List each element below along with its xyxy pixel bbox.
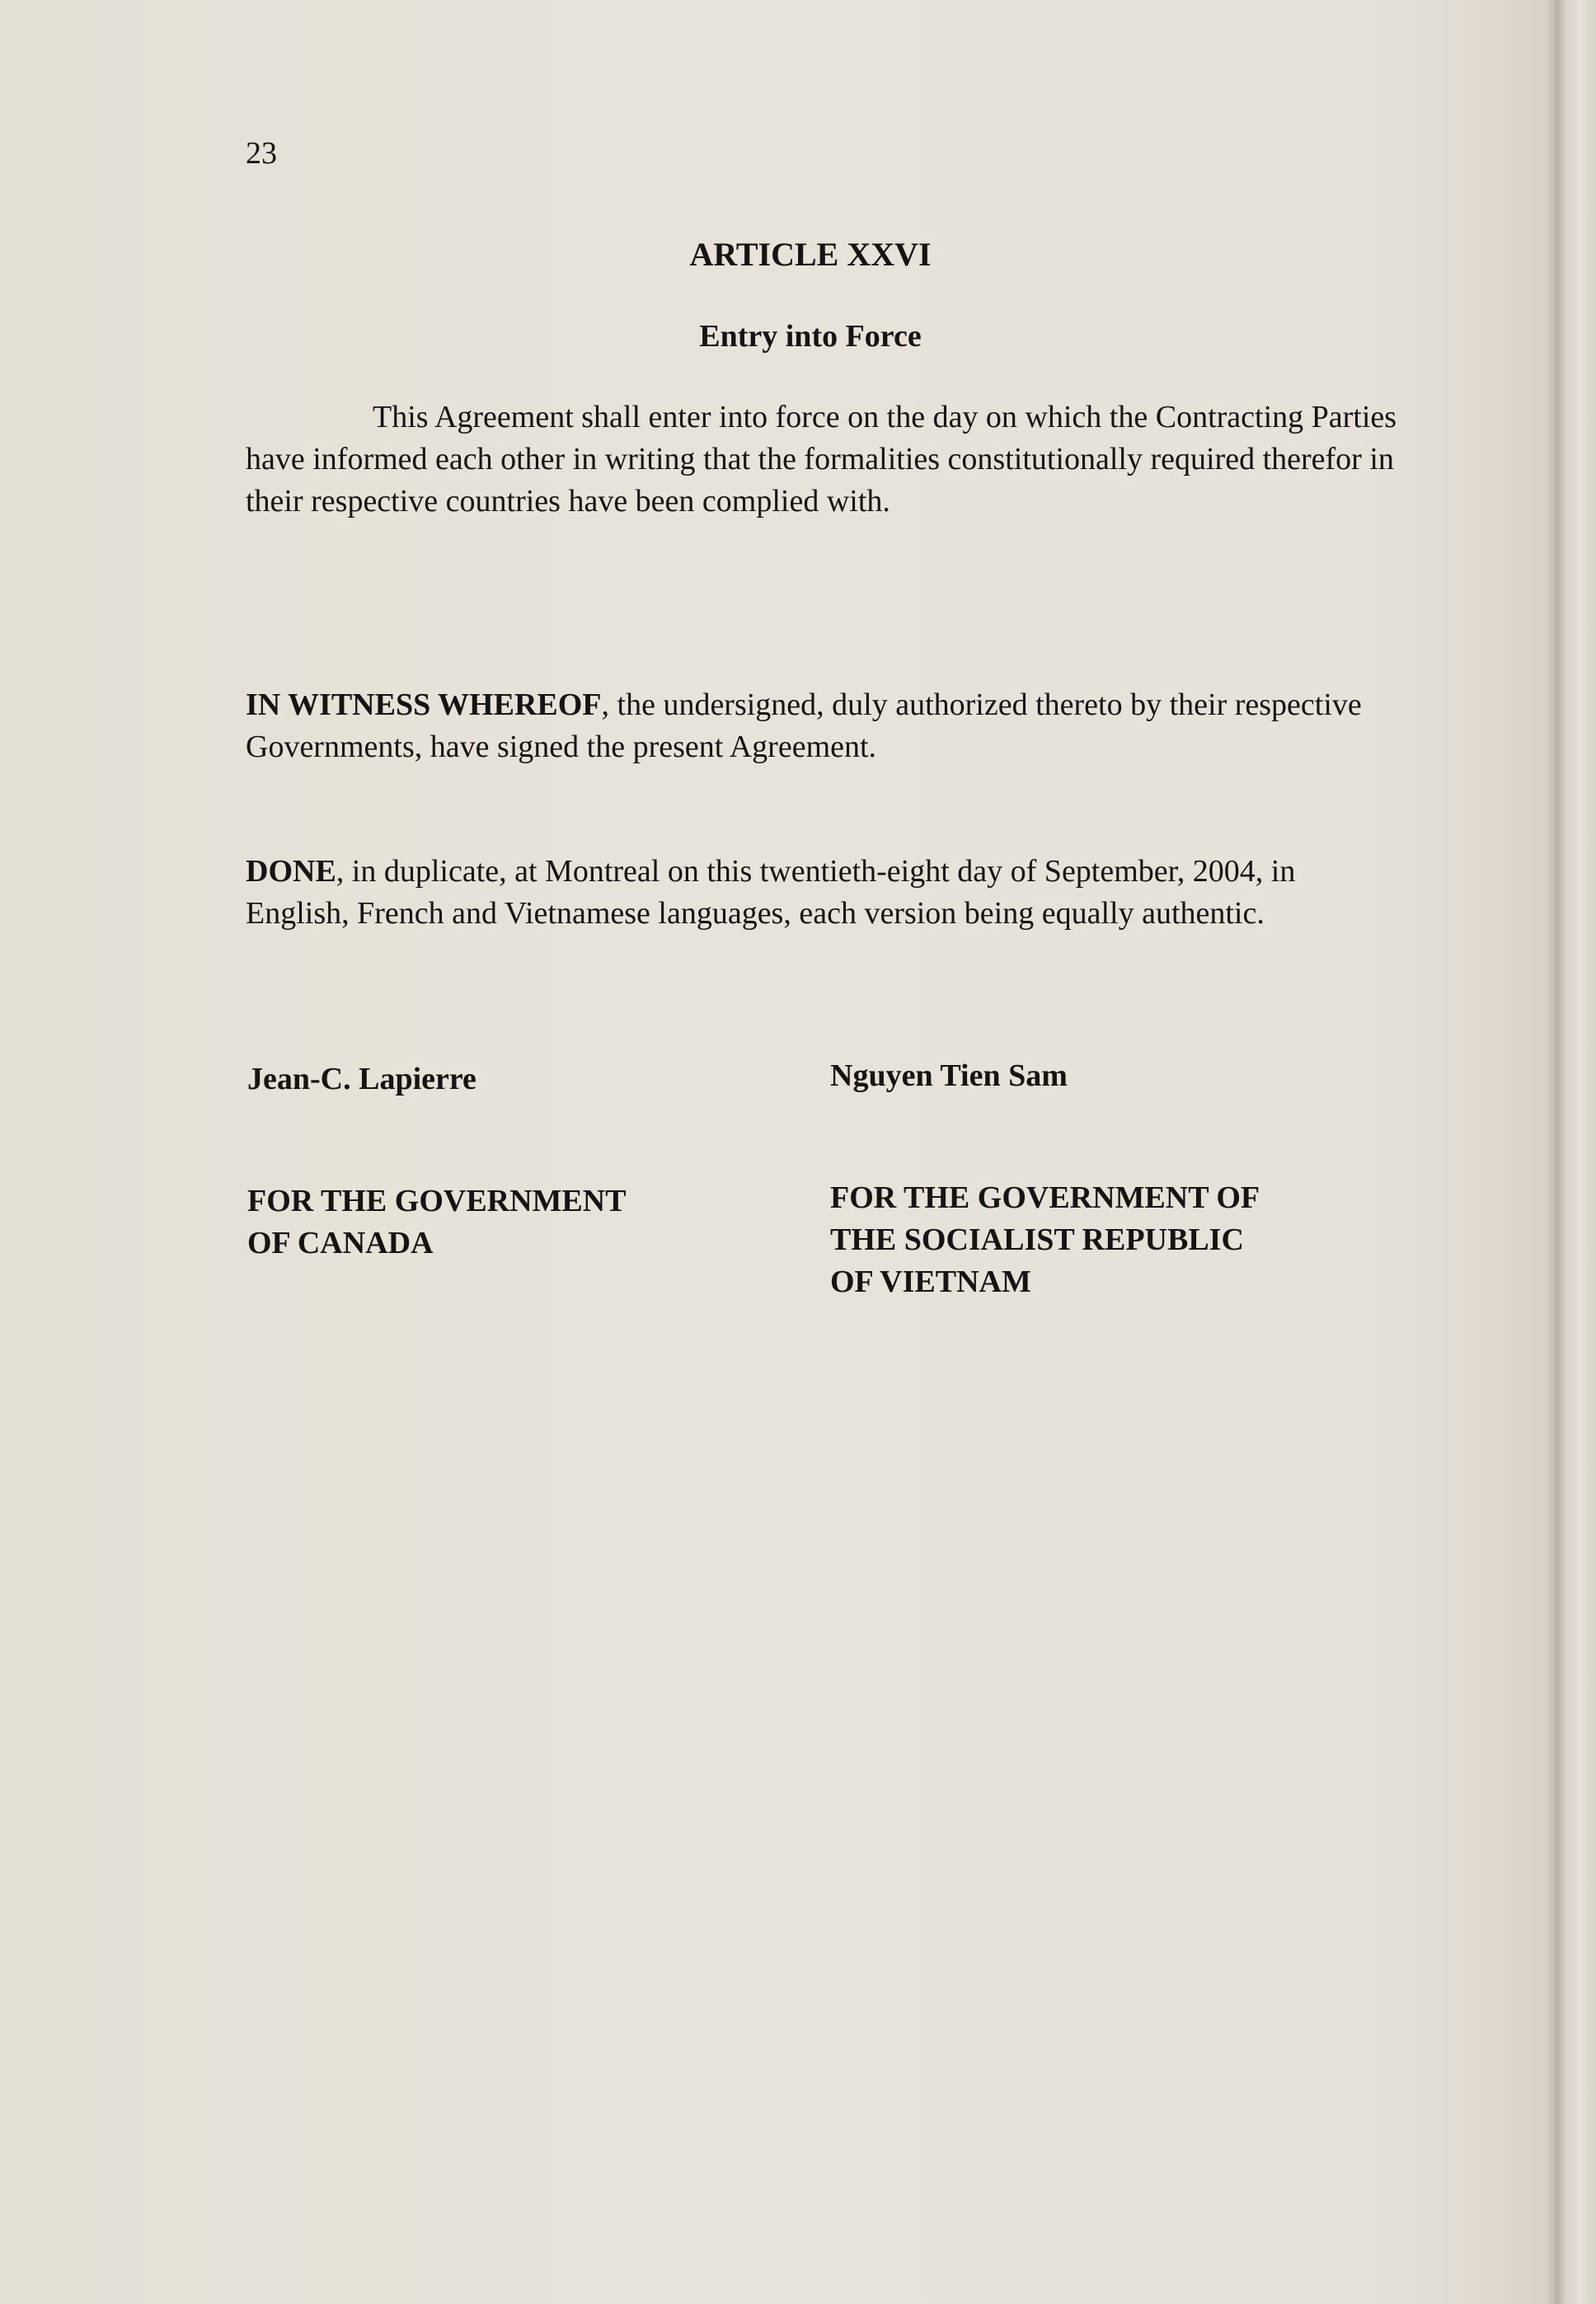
signatory-name-canada: Jean-C. Lapierre — [247, 1062, 476, 1096]
government-canada-line-1: FOR THE GOVERNMENT — [247, 1184, 627, 1218]
government-canada-line-2: OF CANADA — [247, 1226, 434, 1260]
government-vietnam-line-1: FOR THE GOVERNMENT OF — [830, 1180, 1260, 1215]
done-paragraph — [246, 851, 1400, 935]
witness-paragraph — [246, 684, 1400, 768]
government-canada — [247, 1180, 742, 1265]
government-vietnam — [830, 1177, 1407, 1303]
done-lead: DONE — [246, 854, 336, 889]
witness-text: , the undersigned, duly authorized thereto by their respective Governments, have signed the present Agreement. — [246, 687, 1362, 764]
done-text: , in duplicate, at Montreal on this twentieth-eight day of September, 2004, in English, French and Vietnamese languages, each version being equally authentic. — [246, 854, 1296, 931]
witness-lead: IN WITNESS WHEREOF — [246, 687, 602, 722]
signatory-name-vietnam: Nguyen Tien Sam — [830, 1058, 1068, 1093]
article-title: Entry into Force — [699, 319, 922, 354]
entry-into-force-paragraph: This Agreement shall enter into force on the day on which the Contracting Parties have informed each other in writing that the formalities constitutionally required therefor in their respective countries have been complied with. — [246, 400, 1397, 519]
article-heading: ARTICLE XXVI — [689, 236, 932, 273]
page-number: 23 — [246, 136, 277, 171]
government-vietnam-line-2: THE SOCIALIST REPUBLIC — [830, 1222, 1244, 1257]
government-vietnam-line-3: OF VIETNAM — [830, 1265, 1031, 1299]
